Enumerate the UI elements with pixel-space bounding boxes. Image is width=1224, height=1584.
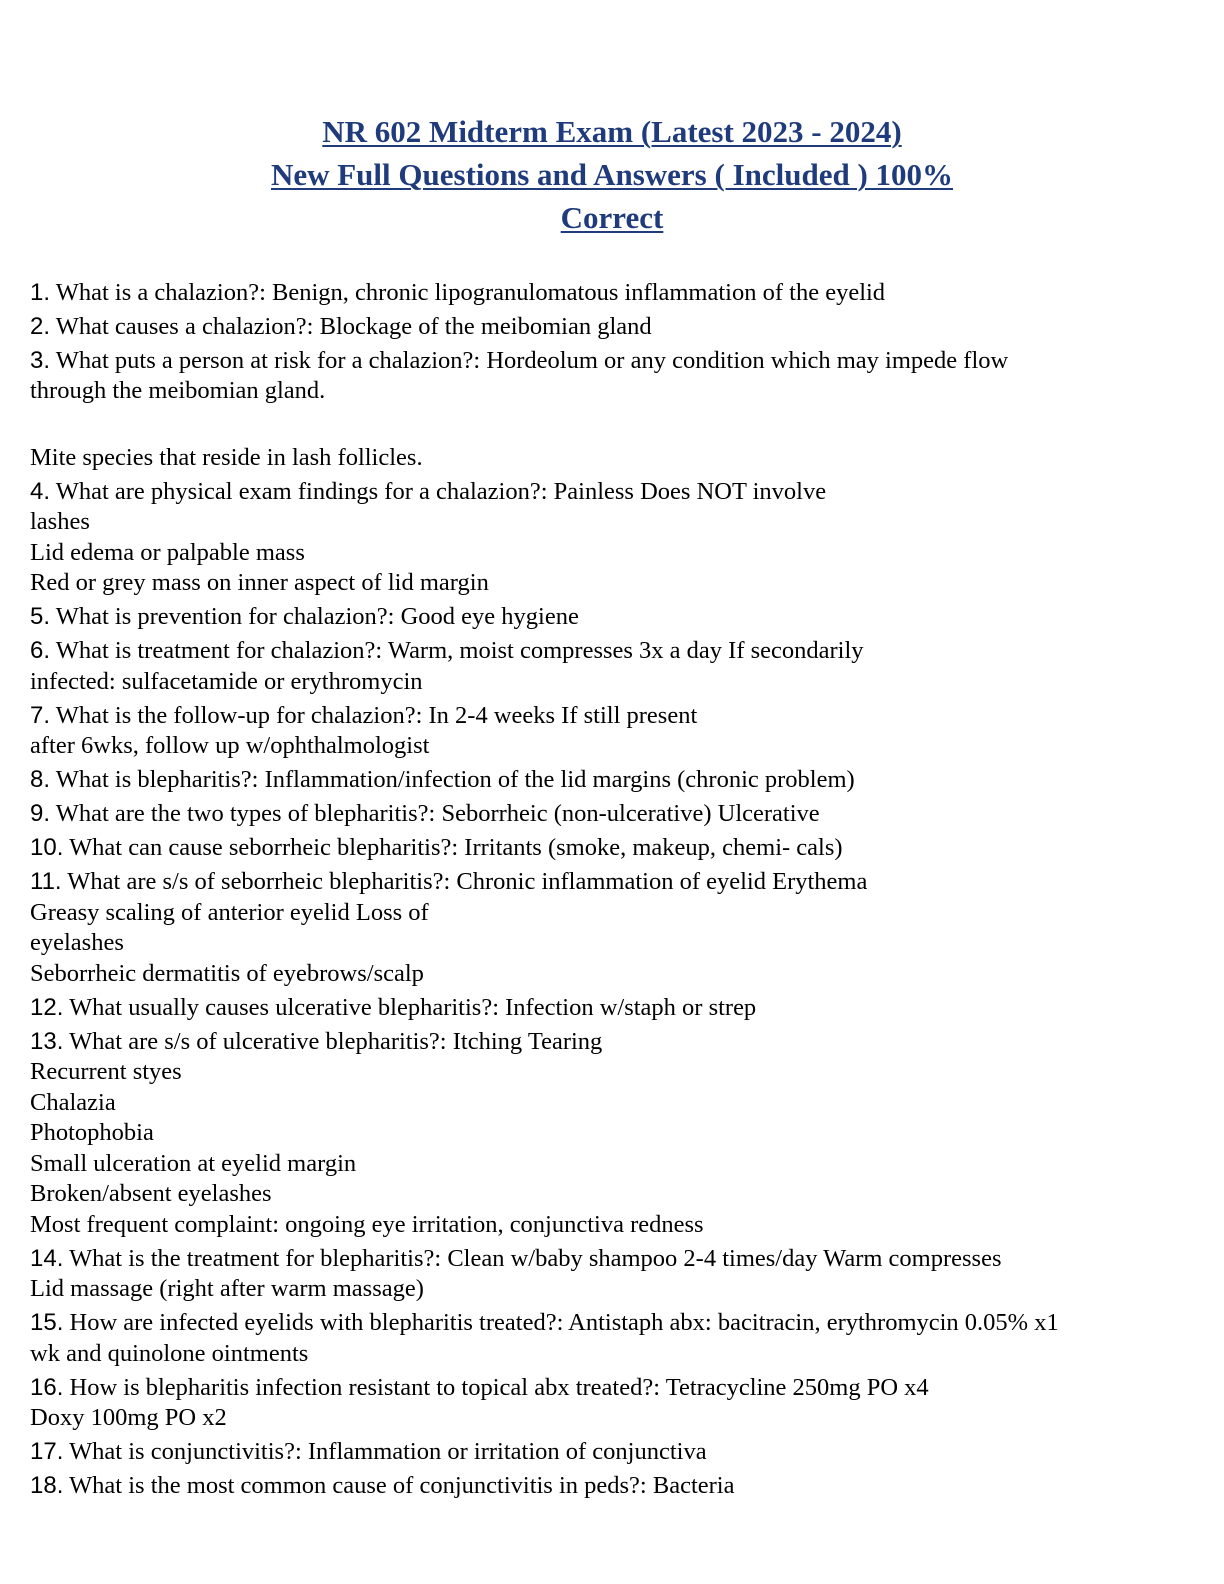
line-text: What usually causes ulcerative blepharitis?: Infection w/staph or strep	[69, 993, 757, 1021]
line-text: Most frequent complaint: ongoing eye irritation, conjunctiva redness	[30, 1210, 704, 1238]
qa-item	[30, 1027, 1200, 1241]
blank-line	[30, 407, 1200, 443]
answer-continuation-line	[30, 731, 1200, 762]
item-number: 14.	[30, 1244, 64, 1272]
line-text: wk and quinolone ointments	[30, 1339, 309, 1367]
question-line	[30, 602, 1200, 633]
answer-continuation-line	[30, 443, 1200, 474]
question-line	[30, 993, 1200, 1024]
question-line	[30, 636, 1200, 667]
answer-continuation-line	[30, 568, 1200, 599]
line-text: Chalazia	[30, 1088, 116, 1116]
item-number: 9.	[30, 800, 51, 827]
line-text: after 6wks, follow up w/ophthalmologist	[30, 732, 430, 759]
question-line	[30, 278, 1200, 309]
answer-continuation-line	[30, 928, 1200, 959]
qa-item	[30, 993, 1200, 1024]
item-number: 12.	[30, 993, 64, 1021]
line-text: Red or grey mass on inner aspect of lid margin	[30, 569, 489, 596]
qa-item	[30, 278, 1200, 309]
line-text: What is prevention for chalazion?: Good eye hygiene	[55, 603, 579, 630]
question-line	[30, 833, 1200, 864]
line-text: Greasy scaling of anterior eyelid Loss of	[30, 898, 429, 926]
answer-continuation-line	[30, 376, 1200, 407]
line-text: Doxy 100mg PO x2	[30, 1404, 227, 1431]
item-number: 7.	[30, 701, 51, 729]
item-number: 13.	[30, 1027, 64, 1055]
line-text: What is the treatment for blepharitis?: Clean w/baby shampoo 2-4 times/day Warm compresses	[69, 1244, 1002, 1272]
document-title	[0, 110, 1224, 239]
question-line	[30, 1244, 1200, 1275]
line-text: through the meibomian gland.	[30, 377, 326, 404]
line-text: Photophobia	[30, 1119, 154, 1146]
qa-list	[30, 274, 1200, 1502]
question-line	[30, 346, 1200, 377]
question-line	[30, 1308, 1200, 1339]
title-line-3: Correct	[560, 200, 664, 235]
line-text: What are s/s of ulcerative blepharitis?: Itching Tearing	[69, 1027, 603, 1055]
qa-item	[30, 602, 1200, 633]
item-number: 6.	[30, 637, 51, 664]
line-text: What are physical exam findings for a chalazion?: Painless Does NOT involve	[55, 477, 827, 505]
answer-continuation-line	[30, 1274, 1200, 1305]
line-text: What is blepharitis?: Inflammation/infection of the lid margins (chronic problem)	[55, 766, 855, 793]
answer-continuation-line	[30, 507, 1200, 538]
answer-continuation-line	[30, 1088, 1200, 1119]
item-number: 10.	[30, 834, 64, 861]
line-text: Broken/absent eyelashes	[30, 1180, 272, 1207]
answer-continuation-line	[30, 898, 1200, 929]
line-text: Lid edema or palpable mass	[30, 538, 305, 566]
answer-continuation-line	[30, 538, 1200, 569]
line-text: Recurrent styes	[30, 1058, 182, 1085]
question-line	[30, 1027, 1200, 1058]
qa-item	[30, 1308, 1200, 1369]
line-text: What is conjunctivitis?: Inflammation or irritation of conjunctiva	[69, 1438, 707, 1465]
qa-item	[30, 636, 1200, 697]
qa-item	[30, 1471, 1200, 1502]
line-text: infected: sulfacetamide or erythromycin	[30, 667, 423, 695]
line-text: Lid massage (right after warm massage)	[30, 1275, 424, 1302]
item-number: 4.	[30, 477, 51, 505]
line-text: What puts a person at risk for a chalazion?: Hordeolum or any condition which may impede flow	[55, 346, 1009, 374]
question-line	[30, 1373, 1200, 1404]
line-text: How is blepharitis infection resistant to topical abx treated?: Tetracycline 250mg PO x4	[69, 1373, 929, 1401]
answer-continuation-line	[30, 1210, 1200, 1241]
qa-item	[30, 346, 1200, 474]
item-number: 2.	[30, 312, 51, 340]
title-line-1: NR 602 Midterm Exam (Latest 2023 - 2024)	[322, 114, 902, 149]
line-text: Mite species that reside in lash follicles.	[30, 443, 423, 471]
question-line	[30, 765, 1200, 796]
qa-item	[30, 1437, 1200, 1468]
answer-continuation-line	[30, 1403, 1200, 1434]
item-number: 8.	[30, 766, 51, 793]
question-line	[30, 1471, 1200, 1502]
line-text: Small ulceration at eyelid margin	[30, 1149, 357, 1177]
question-line	[30, 799, 1200, 830]
line-text: Seborrheic dermatitis of eyebrows/scalp	[30, 959, 424, 987]
item-number: 15.	[30, 1309, 64, 1336]
answer-continuation-line	[30, 1149, 1200, 1180]
answer-continuation-line	[30, 959, 1200, 990]
qa-item	[30, 312, 1200, 343]
item-number: 16.	[30, 1373, 64, 1401]
line-text: What causes a chalazion?: Blockage of the meibomian gland	[55, 312, 652, 340]
answer-continuation-line	[30, 667, 1200, 698]
item-number: 17.	[30, 1438, 64, 1465]
question-line	[30, 701, 1200, 732]
question-line	[30, 312, 1200, 343]
qa-item	[30, 799, 1200, 830]
question-line	[30, 477, 1200, 508]
qa-item	[30, 701, 1200, 762]
item-number: 3.	[30, 346, 51, 374]
line-text: eyelashes	[30, 929, 124, 956]
line-text: What is the follow-up for chalazion?: In 2-4 weeks If still present	[55, 701, 698, 729]
line-text: What can cause seborrheic blepharitis?: Irritants (smoke, makeup, chemi- cals)	[69, 834, 843, 861]
item-number: 5.	[30, 603, 51, 630]
answer-continuation-line	[30, 1179, 1200, 1210]
qa-item	[30, 477, 1200, 599]
line-text: What is the most common cause of conjunctivitis in peds?: Bacteria	[69, 1472, 735, 1499]
line-text: What are s/s of seborrheic blepharitis?: Chronic inflammation of eyelid Erythema	[67, 868, 868, 895]
line-text: How are infected eyelids with blepharitis treated?: Antistaph abx: bacitracin, erythromycin 0.05% x1	[69, 1309, 1059, 1336]
answer-continuation-line	[30, 1118, 1200, 1149]
item-number: 18.	[30, 1472, 64, 1499]
qa-item	[30, 833, 1200, 864]
item-number: 1.	[30, 278, 51, 306]
title-line-2: New Full Questions and Answers ( Included ) 100%	[270, 157, 954, 192]
qa-item	[30, 1373, 1200, 1434]
answer-continuation-line	[30, 1339, 1200, 1370]
line-text: What is treatment for chalazion?: Warm, moist compresses 3x a day If secondarily	[55, 637, 864, 664]
question-line	[30, 867, 1200, 898]
qa-item	[30, 765, 1200, 796]
line-text: What is a chalazion?: Benign, chronic lipogranulomatous inflammation of the eyelid	[55, 278, 886, 306]
qa-item	[30, 867, 1200, 989]
qa-item	[30, 1244, 1200, 1305]
question-line	[30, 1437, 1200, 1468]
answer-continuation-line	[30, 1057, 1200, 1088]
line-text: lashes	[30, 508, 90, 535]
item-number: 11.	[30, 868, 62, 895]
line-text: What are the two types of blepharitis?: Seborrheic (non-ulcerative) Ulcerative	[55, 800, 820, 827]
